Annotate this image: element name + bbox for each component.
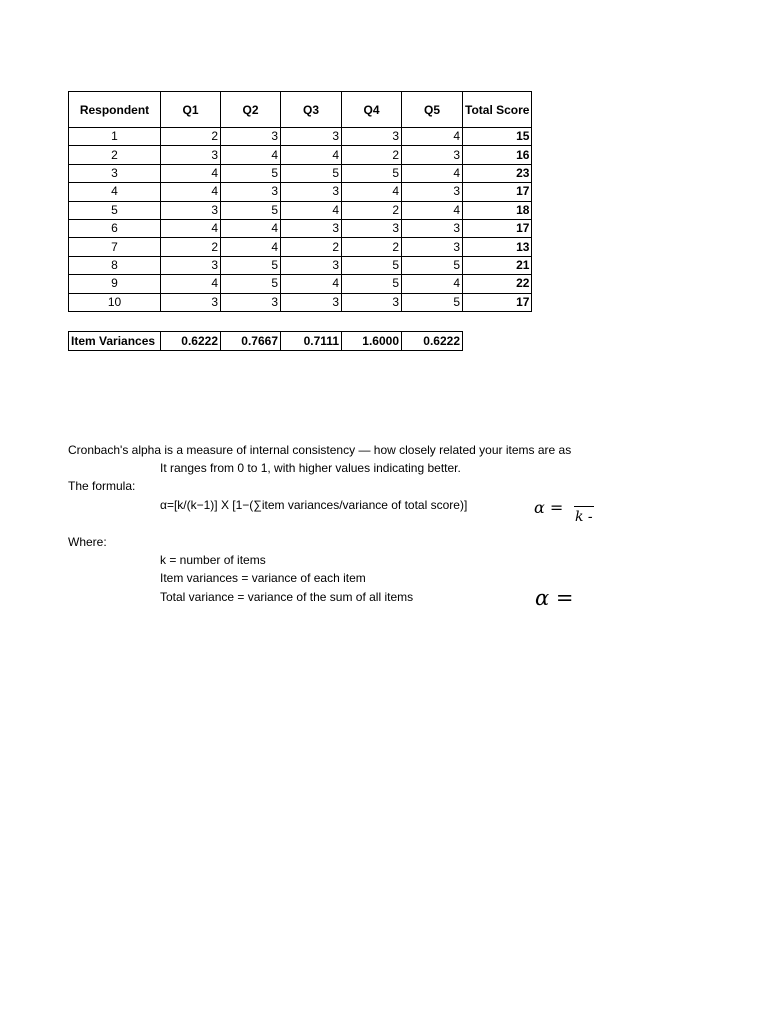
header-q2[interactable]: Q2 bbox=[221, 92, 281, 128]
cell-q5[interactable]: 4 bbox=[402, 201, 463, 219]
cell-q2[interactable]: 4 bbox=[221, 219, 281, 237]
cell-q2[interactable]: 5 bbox=[221, 201, 281, 219]
cell-q5[interactable]: 4 bbox=[402, 275, 463, 293]
cell-respondent[interactable]: 4 bbox=[69, 183, 161, 201]
cell-q4[interactable]: 2 bbox=[342, 146, 402, 164]
variance-q4[interactable]: 1.6000 bbox=[342, 332, 402, 351]
variance-q5[interactable]: 0.6222 bbox=[402, 332, 463, 351]
cell-q1[interactable]: 3 bbox=[161, 293, 221, 311]
cell-q2[interactable]: 4 bbox=[221, 146, 281, 164]
cell-total-score[interactable]: 17 bbox=[463, 219, 532, 237]
cell-respondent[interactable]: 7 bbox=[69, 238, 161, 256]
table-row bbox=[69, 146, 532, 164]
header-respondent[interactable]: Respondent bbox=[69, 92, 161, 128]
cell-q3[interactable]: 4 bbox=[281, 201, 342, 219]
table-row bbox=[69, 128, 532, 146]
cell-q1[interactable]: 3 bbox=[161, 201, 221, 219]
cell-q3[interactable]: 4 bbox=[281, 275, 342, 293]
fraction-bar bbox=[574, 506, 594, 507]
cell-q3[interactable]: 3 bbox=[281, 256, 342, 274]
formula-image-top[interactable] bbox=[530, 490, 594, 530]
cell-q1[interactable]: 4 bbox=[161, 164, 221, 182]
cell-total-score[interactable]: 17 bbox=[463, 183, 532, 201]
cell-q3[interactable]: 5 bbox=[281, 164, 342, 182]
definition-k[interactable]: k = number of items bbox=[160, 553, 266, 567]
cell-respondent[interactable]: 3 bbox=[69, 164, 161, 182]
cell-respondent[interactable]: 10 bbox=[69, 293, 161, 311]
header-total-score[interactable]: Total Score bbox=[463, 92, 532, 128]
variance-q2[interactable]: 0.7667 bbox=[221, 332, 281, 351]
range-text[interactable]: It ranges from 0 to 1, with higher values indicating better. bbox=[160, 461, 461, 475]
cell-q1[interactable]: 2 bbox=[161, 128, 221, 146]
formula-image-bottom-alpha: α = bbox=[535, 586, 574, 610]
table-row bbox=[69, 275, 532, 293]
variance-q3[interactable]: 0.7111 bbox=[281, 332, 342, 351]
cell-q2[interactable]: 3 bbox=[221, 128, 281, 146]
header-q4[interactable]: Q4 bbox=[342, 92, 402, 128]
cell-q3[interactable]: 3 bbox=[281, 293, 342, 311]
cell-q5[interactable]: 4 bbox=[402, 164, 463, 182]
table-row bbox=[69, 164, 532, 182]
table-row bbox=[69, 238, 532, 256]
cell-q2[interactable]: 4 bbox=[221, 238, 281, 256]
cell-q1[interactable]: 4 bbox=[161, 219, 221, 237]
header-q3[interactable]: Q3 bbox=[281, 92, 342, 128]
cell-q3[interactable]: 4 bbox=[281, 146, 342, 164]
cell-q4[interactable]: 5 bbox=[342, 256, 402, 274]
cell-q1[interactable]: 4 bbox=[161, 275, 221, 293]
definition-item-variances[interactable]: Item variances = variance of each item bbox=[160, 571, 366, 585]
cell-q4[interactable]: 3 bbox=[342, 293, 402, 311]
cell-q4[interactable]: 3 bbox=[342, 128, 402, 146]
cell-q4[interactable]: 2 bbox=[342, 238, 402, 256]
cell-q4[interactable]: 3 bbox=[342, 219, 402, 237]
cell-q2[interactable]: 3 bbox=[221, 183, 281, 201]
cell-q4[interactable]: 5 bbox=[342, 275, 402, 293]
cell-q5[interactable]: 3 bbox=[402, 146, 463, 164]
cell-total-score[interactable]: 23 bbox=[463, 164, 532, 182]
respondent-scores-table bbox=[68, 91, 532, 312]
cell-total-score[interactable]: 21 bbox=[463, 256, 532, 274]
cell-q4[interactable]: 4 bbox=[342, 183, 402, 201]
table-row bbox=[69, 256, 532, 274]
variance-q1[interactable]: 0.6222 bbox=[161, 332, 221, 351]
item-variances-row bbox=[68, 331, 463, 351]
cell-respondent[interactable]: 8 bbox=[69, 256, 161, 274]
cell-q4[interactable]: 5 bbox=[342, 164, 402, 182]
cell-q2[interactable]: 5 bbox=[221, 275, 281, 293]
cell-q1[interactable]: 3 bbox=[161, 256, 221, 274]
cell-q3[interactable]: 3 bbox=[281, 183, 342, 201]
table-row bbox=[69, 293, 532, 311]
cell-total-score[interactable]: 15 bbox=[463, 128, 532, 146]
cell-q1[interactable]: 4 bbox=[161, 183, 221, 201]
cell-q3[interactable]: 3 bbox=[281, 128, 342, 146]
cell-respondent[interactable]: 9 bbox=[69, 275, 161, 293]
cell-respondent[interactable]: 5 bbox=[69, 201, 161, 219]
formula-label[interactable]: The formula: bbox=[68, 479, 136, 493]
cell-q2[interactable]: 5 bbox=[221, 256, 281, 274]
cell-q4[interactable]: 2 bbox=[342, 201, 402, 219]
cell-q2[interactable]: 3 bbox=[221, 293, 281, 311]
cell-q3[interactable]: 2 bbox=[281, 238, 342, 256]
cell-q5[interactable]: 3 bbox=[402, 219, 463, 237]
definition-total-variance[interactable]: Total variance = variance of the sum of all items bbox=[160, 590, 414, 604]
table-header-row bbox=[69, 92, 532, 128]
where-label[interactable]: Where: bbox=[68, 535, 107, 549]
cell-q5[interactable]: 4 bbox=[402, 128, 463, 146]
cell-q5[interactable]: 3 bbox=[402, 183, 463, 201]
formula-image-top-alpha: α = bbox=[534, 498, 564, 517]
cell-q1[interactable]: 2 bbox=[161, 238, 221, 256]
cell-respondent[interactable]: 1 bbox=[69, 128, 161, 146]
formula-image-top-denominator: k - bbox=[575, 509, 593, 525]
cell-total-score[interactable]: 18 bbox=[463, 201, 532, 219]
table-row bbox=[69, 201, 532, 219]
formula-image-bottom[interactable] bbox=[535, 584, 594, 616]
cell-respondent[interactable]: 2 bbox=[69, 146, 161, 164]
cell-total-score[interactable]: 22 bbox=[463, 275, 532, 293]
table-row bbox=[69, 183, 532, 201]
table-row bbox=[69, 219, 532, 237]
cell-q5[interactable]: 5 bbox=[402, 293, 463, 311]
cell-q5[interactable]: 3 bbox=[402, 238, 463, 256]
intro-text[interactable]: Cronbach's alpha is a measure of internal consistency — how closely related your items are as bbox=[68, 443, 572, 457]
cell-respondent[interactable]: 6 bbox=[69, 219, 161, 237]
item-variances-label[interactable]: Item Variances bbox=[69, 332, 161, 351]
cell-q3[interactable]: 3 bbox=[281, 219, 342, 237]
cell-q2[interactable]: 5 bbox=[221, 164, 281, 182]
formula-text[interactable]: α=[k/(k−1)] X [1−(∑item variances/variance of total score)] bbox=[160, 498, 468, 512]
cell-total-score[interactable]: 17 bbox=[463, 293, 532, 311]
cell-total-score[interactable]: 16 bbox=[463, 146, 532, 164]
cell-q1[interactable]: 3 bbox=[161, 146, 221, 164]
header-q1[interactable]: Q1 bbox=[161, 92, 221, 128]
header-q5[interactable]: Q5 bbox=[402, 92, 463, 128]
cell-q5[interactable]: 5 bbox=[402, 256, 463, 274]
cell-total-score[interactable]: 13 bbox=[463, 238, 532, 256]
